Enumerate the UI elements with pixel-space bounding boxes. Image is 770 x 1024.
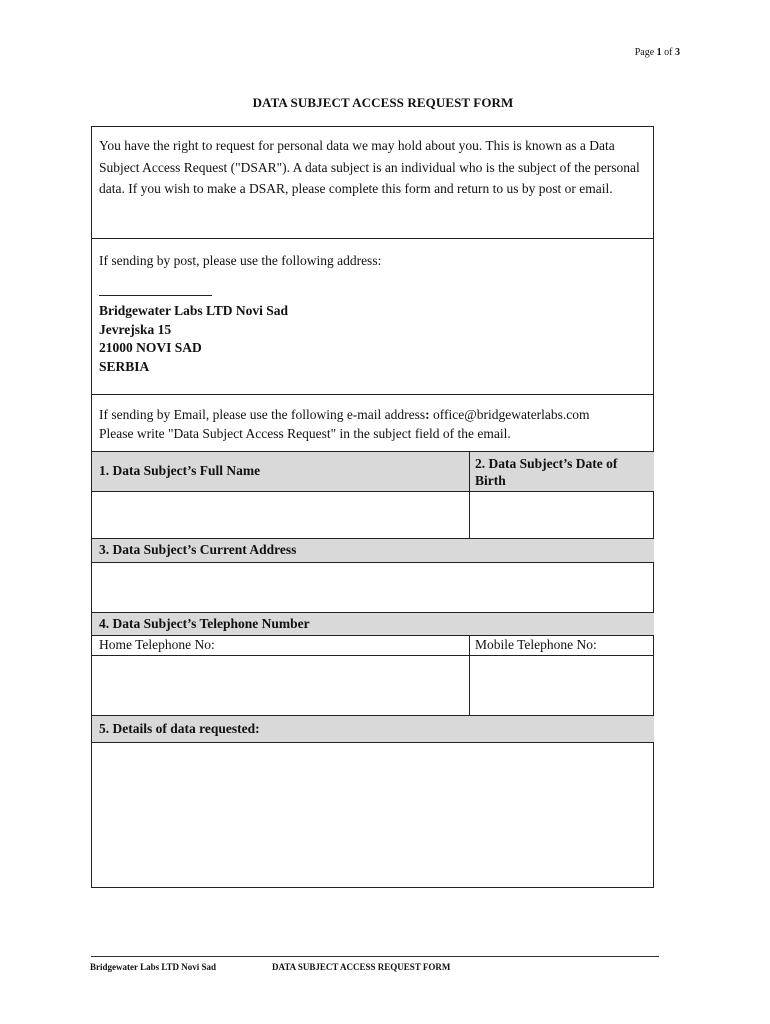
dob-input[interactable]: [469, 491, 654, 538]
email-section: [92, 395, 653, 451]
details-label: 5. Details of data requested:: [99, 721, 260, 736]
dob-header: [469, 451, 654, 491]
footer-rule: [91, 956, 659, 957]
dob-label: 2. Data Subject’s Date of Birth: [475, 456, 618, 488]
intro-section: [92, 127, 653, 239]
full-name-label: 1. Data Subject’s Full Name: [99, 463, 261, 478]
page-prefix: Page: [634, 47, 655, 58]
home-phone-input[interactable]: [92, 655, 469, 715]
page-number: [560, 47, 680, 58]
footer-form-name: DATA SUBJECT ACCESS REQUEST FORM: [272, 962, 451, 972]
address-line-street: Jevrejska 15: [99, 321, 172, 337]
page-of: of: [664, 47, 673, 58]
home-phone-label-cell: [92, 635, 469, 655]
mobile-phone-label-cell: [469, 635, 654, 655]
page-current: 1: [656, 47, 662, 58]
mobile-phone-label: Mobile Telephone No:: [475, 637, 597, 652]
page-total: 3: [675, 47, 680, 58]
details-header: [92, 715, 654, 742]
full-name-header: [92, 451, 469, 491]
email-colon: :: [425, 407, 430, 422]
postal-address: [99, 302, 646, 376]
footer-company: Bridgewater Labs LTD Novi Sad: [90, 962, 217, 972]
email-instruction: [99, 405, 646, 424]
address-line-country: SERBIA: [99, 358, 150, 374]
email-instruction-text: If sending by Email, please use the following e-mail address: [99, 407, 426, 422]
email-subject-note: Please write "Data Subject Access Request" in the subject field of the email.: [99, 426, 511, 441]
telephone-header: [92, 612, 654, 635]
details-input[interactable]: [92, 742, 654, 887]
address-line-company: Bridgewater Labs LTD Novi Sad: [99, 303, 289, 318]
intro-text: You have the right to request for personal data we may hold about you. This is known as a Data Subject Access Request ("DSAR"). A data subject is an individual who is the subject of the personal data. If you wish to make a DSAR, please complete this form and return to us by post or email.: [99, 138, 640, 196]
form-box: [91, 126, 654, 888]
telephone-label: 4. Data Subject’s Telephone Number: [99, 616, 310, 631]
email-address[interactable]: office@bridgewaterlabs.com: [429, 407, 590, 422]
address-line-city: 21000 NOVI SAD: [99, 340, 202, 355]
full-name-input[interactable]: [92, 491, 469, 538]
current-address-label: 3. Data Subject’s Current Address: [99, 542, 297, 557]
mobile-phone-input[interactable]: [469, 655, 654, 715]
postal-section: [92, 239, 653, 395]
form-title: DATA SUBJECT ACCESS REQUEST FORM: [252, 95, 514, 110]
post-instruction: If sending by post, please use the following address:: [99, 253, 382, 268]
current-address-input[interactable]: [92, 562, 654, 612]
home-phone-label: Home Telephone No:: [99, 637, 215, 652]
address-rule: [99, 295, 212, 296]
current-address-header: [92, 538, 654, 562]
